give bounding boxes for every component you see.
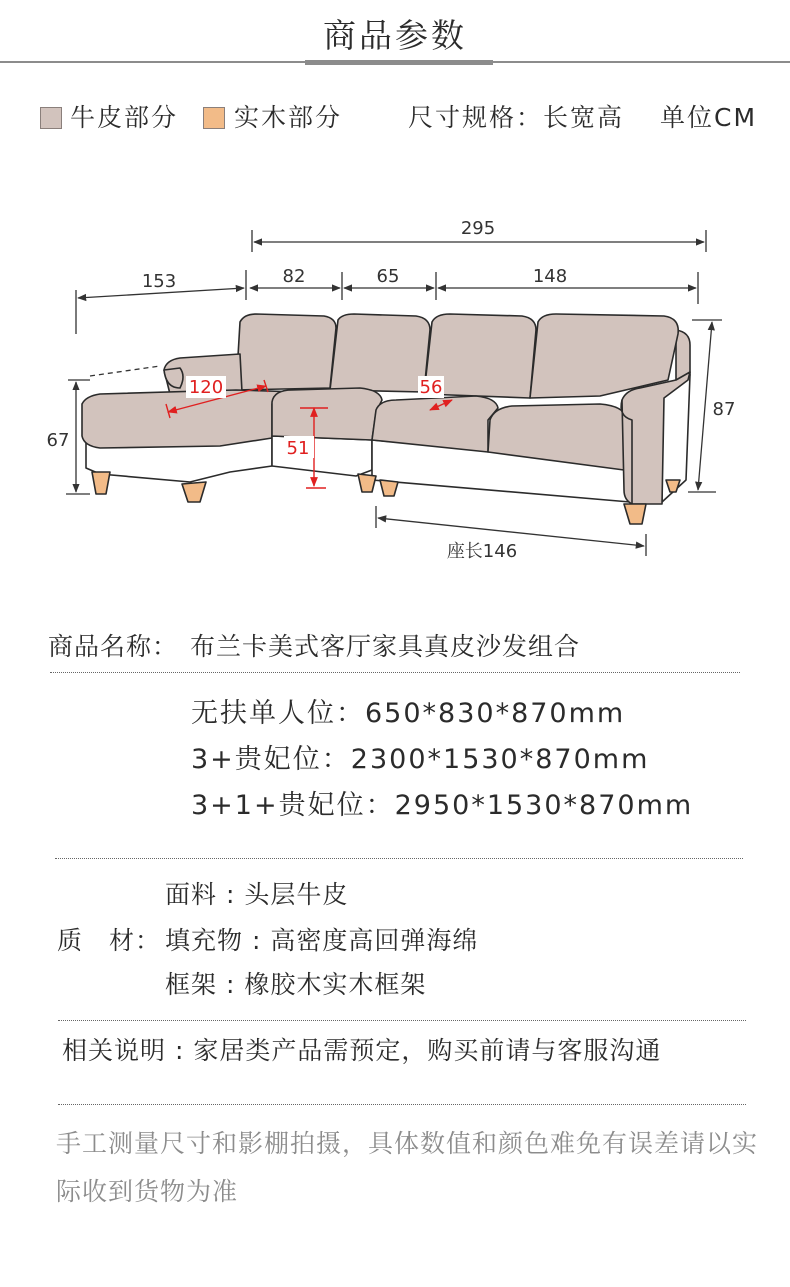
material-frame: 框架 : 橡胶木实木框架 <box>165 970 427 999</box>
dim-seat-length: 座长146 <box>446 541 518 562</box>
sofa-dimension-diagram <box>0 200 790 580</box>
back-cushion-2 <box>330 314 430 392</box>
wood-swatch <box>203 107 225 129</box>
leather-swatch <box>40 107 62 129</box>
divider-3 <box>58 1020 746 1021</box>
size-single: 无扶单人位：650*830*870mm <box>191 698 626 729</box>
unit-label: 单位CM <box>660 103 758 132</box>
divider-4 <box>58 1104 746 1105</box>
back-cushion-1 <box>236 314 336 390</box>
leg-1 <box>92 472 110 494</box>
size-three-one-chaise: 3+1+贵妃位：2950*1530*870mm <box>191 790 694 821</box>
divider-2 <box>55 858 743 859</box>
related-note: 相关说明 : 家居类产品需预定，购买前请与客服沟通 <box>62 1036 662 1065</box>
seat-cushion-1 <box>272 388 382 440</box>
spec-label: 尺寸规格：长宽高 <box>408 103 625 132</box>
material-filling: 填充物 : 高密度高回弹海绵 <box>165 926 479 955</box>
dim-chaise-height: 67 <box>46 430 70 451</box>
dim-seg1: 82 <box>282 266 306 287</box>
size-three-chaise: 3+贵妃位：2300*1530*870mm <box>191 744 650 775</box>
leg-5 <box>624 504 646 524</box>
title-divider-accent <box>305 60 493 65</box>
dim-chaise-width: 153 <box>141 271 177 292</box>
product-name-label: 商品名称： <box>48 632 179 661</box>
chaise-cushion <box>82 390 300 448</box>
wood-legend-label: 实木部分 <box>234 103 343 132</box>
material-fabric: 面料 : 头层牛皮 <box>165 880 349 909</box>
leg-2 <box>182 482 206 502</box>
leg-4 <box>380 480 398 496</box>
dim-seg3: 148 <box>532 266 568 287</box>
measurement-disclaimer: 手工测量尺寸和影棚拍摄，具体数值和颜色难免有误差请以实际收到货物为准 <box>56 1129 759 1206</box>
divider-1 <box>50 672 740 673</box>
product-name-value: 布兰卡美式客厅家具真皮沙发组合 <box>190 632 581 661</box>
leg-3 <box>358 474 376 492</box>
dim-chaise-depth: 120 <box>188 377 224 398</box>
dim-height: 87 <box>712 399 736 420</box>
page-title: 商品参数 <box>323 16 467 55</box>
sofa-drawing <box>82 314 690 524</box>
dim-seat-depth: 56 <box>419 377 443 398</box>
dim-seg2: 65 <box>376 266 400 287</box>
left-arm-roll <box>164 368 183 388</box>
dim-seat-height: 51 <box>286 438 310 459</box>
leather-legend-label: 牛皮部分 <box>70 103 179 132</box>
dim-total-width: 295 <box>460 218 496 239</box>
material-label: 质 材： <box>57 926 162 955</box>
